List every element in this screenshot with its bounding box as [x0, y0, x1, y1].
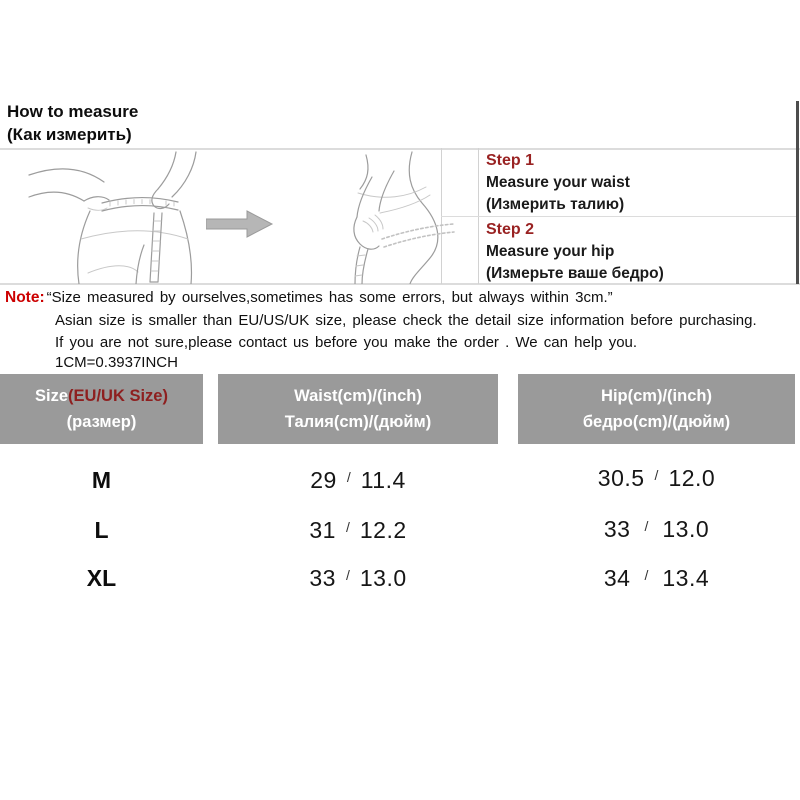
slash-separator: /	[346, 469, 351, 485]
hip-header-en: Hip(cm)/(inch)	[601, 387, 712, 405]
hip-cell	[518, 454, 795, 502]
waist-inch-value: 11.4	[360, 466, 406, 493]
hip-measure-illustration	[300, 151, 460, 284]
slash-separator: /	[345, 567, 350, 583]
hip-inch-value: 12.0	[668, 464, 716, 491]
hip-header-ru: бедро(cm)/(дюйм)	[582, 413, 731, 431]
step-1	[486, 150, 791, 216]
waist-cm-value: 33	[309, 564, 336, 591]
right-arrow-icon	[206, 210, 274, 238]
waist-cell	[218, 554, 498, 602]
step-2-label: Step 2	[486, 221, 535, 238]
size-header-line-1	[35, 383, 168, 409]
step-1-text-ru: (Измерить талию)	[486, 196, 625, 213]
size-column-header	[0, 374, 203, 444]
slash-separator: /	[654, 467, 659, 483]
border-right-dark	[796, 101, 799, 284]
step-2-text-ru: (Измерьте ваше бедро)	[486, 265, 664, 282]
note-line-1	[5, 289, 613, 307]
waist-inch-value: 12.2	[359, 516, 407, 543]
slash-separator: /	[644, 518, 649, 534]
waist-inch-value: 13.0	[359, 564, 407, 591]
page-title-ru: (Как измерить)	[7, 125, 132, 144]
page-title	[7, 100, 138, 146]
note-line-2: Asian size is smaller than EU/US/UK size, please check the detail size information before purchasing.	[55, 312, 757, 329]
waist-cm-value: 31	[309, 516, 336, 543]
slash-separator: /	[345, 519, 350, 535]
size-cell: XL	[86, 564, 117, 591]
size-header-en: Size	[35, 387, 69, 405]
step-2-text-en: Measure your hip	[486, 243, 615, 260]
hip-cell	[518, 505, 795, 553]
hip-cell	[518, 554, 795, 602]
waist-column-header	[218, 374, 498, 444]
hip-cm-value: 33	[603, 515, 631, 542]
divider-steps	[441, 216, 797, 217]
step-1-text-en: Measure your waist	[486, 174, 630, 191]
slash-separator: /	[644, 567, 649, 583]
hip-inch-value: 13.4	[662, 564, 710, 591]
hip-cm-value: 34	[603, 564, 631, 591]
note-line-4: 1CM=0.3937INCH	[55, 354, 178, 371]
step-2	[486, 219, 791, 285]
note-text-1: “Size measured by ourselves,sometimes has some errors, but always within 3cm.”	[46, 289, 613, 306]
hip-column-header	[518, 374, 795, 444]
waist-header-ru: Талия(cm)/(дюйм)	[284, 413, 432, 431]
step-1-label: Step 1	[486, 152, 535, 169]
hip-cm-value: 30.5	[597, 464, 645, 491]
size-cell: L	[94, 516, 109, 543]
page-title-en: How to measure	[7, 102, 139, 121]
hip-inch-value: 13.0	[662, 515, 710, 542]
waist-cell	[218, 456, 498, 504]
size-header-ru: (размер)	[66, 413, 137, 431]
size-header-euuk: (EU/UK Size)	[68, 387, 168, 405]
note-label: Note:	[5, 289, 45, 306]
waist-cm-value: 29	[310, 466, 337, 493]
waist-cell	[218, 506, 498, 554]
note-line-3: If you are not sure,please contact us before you make the order . We can help you.	[55, 334, 638, 351]
waist-header-en: Waist(cm)/(inch)	[294, 387, 422, 405]
size-cell: M	[91, 466, 112, 493]
